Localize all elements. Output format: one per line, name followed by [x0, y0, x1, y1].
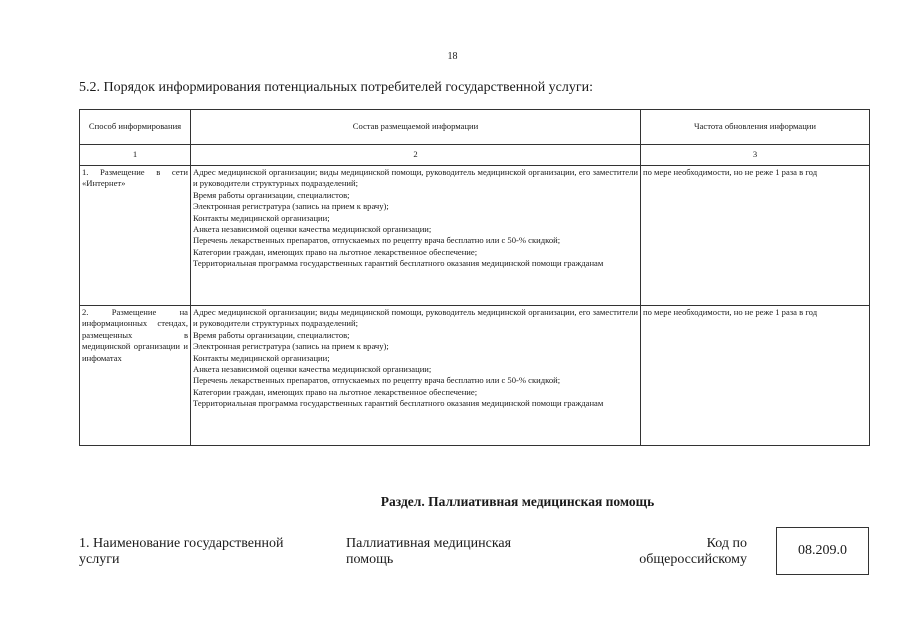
frequency-cell: по мере необходимости, но не реже 1 раза в год: [641, 166, 870, 306]
content-line: Электронная регистратура (запись на прием к врачу);: [193, 341, 389, 352]
content-line: Перечень лекарственных препаратов, отпускаемых по рецепту врача бесплатно или с 50-% скидкой;: [193, 235, 561, 246]
service-name-value: Паллиативная медицинская помощь: [346, 536, 512, 567]
content-line: Электронная регистратура (запись на прием к врачу);: [193, 201, 389, 212]
content-line: Время работы организации, специалистов;: [193, 189, 350, 200]
content-line: Территориальная программа государственных гарантий бесплатного оказания медицинской помощи гражданам: [193, 398, 604, 409]
information-table: [79, 109, 870, 446]
content-line: Контакты медицинской организации;: [193, 212, 330, 223]
content-line: Время работы организации, специалистов;: [193, 329, 350, 340]
column-number: 1: [80, 145, 191, 166]
column-numbers-row: [80, 145, 870, 166]
content-line: Территориальная программа государственных гарантий бесплатного оказания медицинской помощи гражданам: [193, 258, 604, 269]
method-cell: 1. Размещение в сети «Интернет»: [80, 166, 191, 306]
table-row: [80, 166, 870, 306]
content-line: Перечень лекарственных препаратов, отпускаемых по рецепту врача бесплатно или с 50-% скидкой;: [193, 375, 561, 386]
content-line: Категории граждан, имеющих право на льготное лекарственное обеспечение;: [193, 246, 478, 257]
content-line: Адрес медицинской организации; виды медицинской помощи, руководитель медицинской организации, его заместители и руководители структурных подразделений;: [193, 307, 638, 329]
section-title: 5.2. Порядок информирования потенциальных потребителей государственной услуги:: [79, 80, 594, 95]
service-code-label: Код по общероссийскому: [639, 536, 747, 567]
page-number: 18: [447, 51, 458, 62]
header-content: Состав размещаемой информации: [191, 110, 641, 145]
content-line: Адрес медицинской организации; виды медицинской помощи, руководитель медицинской организации, его заместители и руководители структурных подразделений;: [193, 167, 638, 189]
header-frequency: Частота обновления информации: [641, 110, 870, 145]
content-line: Анкета независимой оценки качества медицинской организации;: [193, 364, 432, 375]
frequency-cell: по мере необходимости, но не реже 1 раза в год: [641, 306, 870, 446]
column-number: 2: [191, 145, 641, 166]
content-cell: [191, 166, 641, 306]
method-cell: 2. Размещение на информационных стендах, размещенных в медицинской организации и инфоматах: [80, 306, 191, 446]
content-line: Анкета независимой оценки качества медицинской организации;: [193, 224, 432, 235]
header-method: Способ информирования: [80, 110, 191, 145]
section-heading: Раздел. Паллиативная медицинская помощь: [380, 494, 655, 509]
service-code-box: 08.209.0: [776, 527, 869, 575]
content-line: Контакты медицинской организации;: [193, 352, 330, 363]
content-cell: [191, 306, 641, 446]
table-header-row: [80, 110, 870, 145]
table-row: [80, 306, 870, 446]
content-line: Категории граждан, имеющих право на льготное лекарственное обеспечение;: [193, 386, 478, 397]
column-number: 3: [641, 145, 870, 166]
service-name-label: 1. Наименование государственной услуги: [79, 536, 284, 567]
